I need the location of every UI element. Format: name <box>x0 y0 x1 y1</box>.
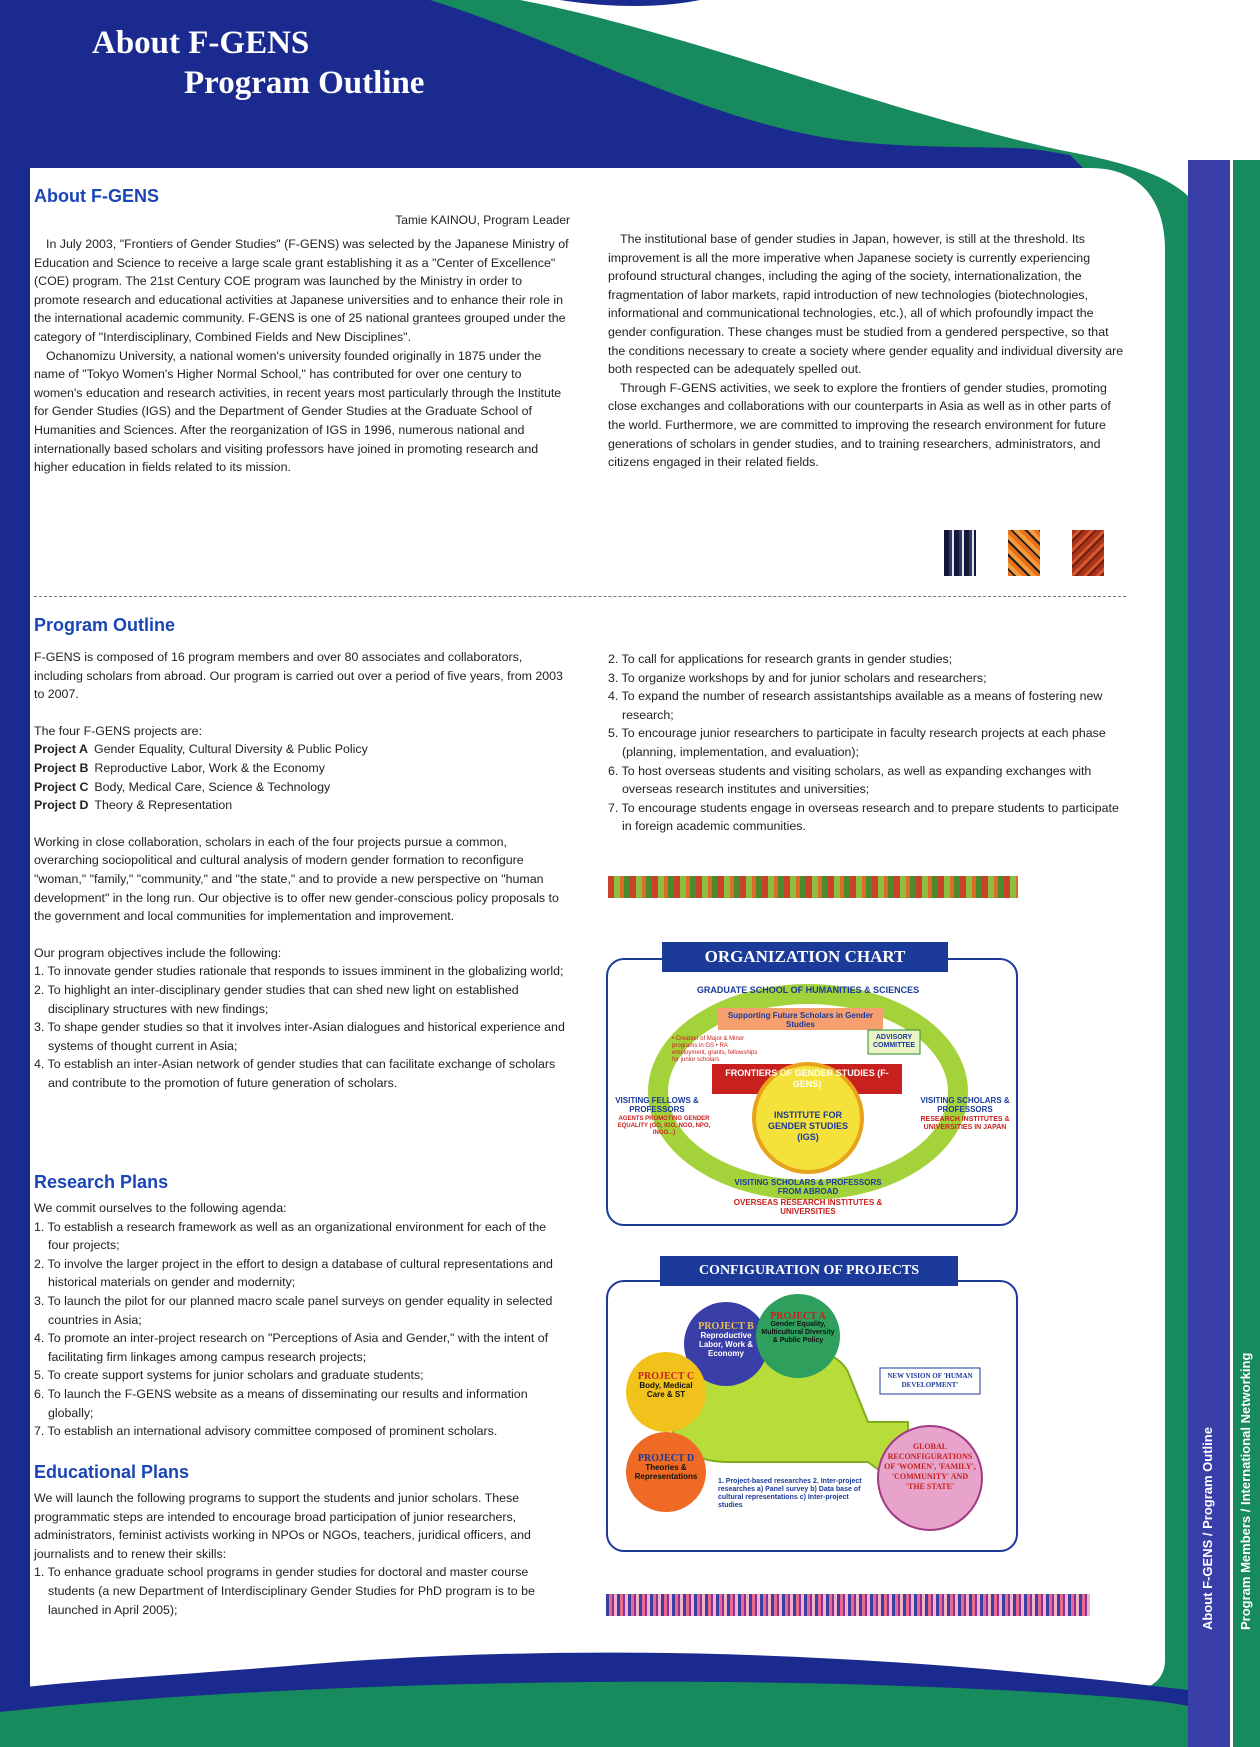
list-item: 7. To encourage students engage in overseas research and to prepare students to participate in foreign academic communities. <box>608 800 1119 834</box>
org-creation-label: • Creation of Major & Minor programs in GS • RA employment, grants, fellowships for junior scholars <box>672 1036 758 1063</box>
educational-intro: We will launch the following programs to support the students and junior scholars. These programmatic steps are intended to encourage broad participation of junior researchers, administrators, feminist activists working in NPOs or NGOs, teachers, juridical officers, and journalists and to renew their skills: <box>34 1491 531 1561</box>
about-paragraph-4: Through F-GENS activities, we seek to explore the frontiers of gender studies, promoting close exchanges and collaborations with our counterparts in Asia as well as in other parts of the world. Furthermore, we are committed to improving the research environment for future generations of scholars in gender studies, and to training researchers, administrators, and citizens engaged in their related fields. <box>608 380 1111 470</box>
config-research-list: 1. Project-based researches 2. Inter-project researches a) Panel survey b) Data base of cultural representations c) Inter-project studies <box>718 1478 862 1509</box>
educational-heading: Educational Plans <box>34 1462 190 1482</box>
list-item: 6. To host overseas students and visiting scholars, as well as expanding exchanges with overseas research institutes and universities; <box>608 763 1092 797</box>
objectives-list <box>34 962 570 1092</box>
about-paragraph-1: In July 2003, "Frontiers of Gender Studies" (F-GENS) was selected by the Japanese Ministry of Education and Science to receive a large scale grant establishing it as a "Center of Excellence" (COE) program. The 21st Century COE program was launched by the Ministry in order to promote research and educational activities at Japanese universities and to enhance their role in the international academic community. F-GENS is one of 25 national grantees grouped under the category of "Interdisciplinary, Combined Fields and New Disciplines". <box>34 237 569 344</box>
header-title-line2: Program Outline <box>184 65 425 101</box>
about-column-right <box>608 230 1128 472</box>
org-research-jp-label: RESEARCH INSTITUTES & UNIVERSITIES IN JAPAN <box>920 1116 1010 1131</box>
projects-intro: The four F-GENS projects are: <box>34 723 203 738</box>
list-item: 5. To encourage junior researchers to participate in faculty research projects at each phase (planning, implementation, and evaluation); <box>608 726 1106 759</box>
config-project-c: PROJECT C Body, Medical Care & ST <box>637 1371 695 1399</box>
config-project-b: PROJECT B Reproductive Labor, Work & Economy <box>698 1321 754 1358</box>
org-graduate-label: GRADUATE SCHOOL OF HUMANITIES & SCIENCES <box>696 985 920 995</box>
config-global: GLOBAL RECONFIGURATIONS OF 'WOMEN', 'FAMILY', 'COMMUNITY' AND 'THE STATE' <box>884 1442 976 1491</box>
research-section <box>34 1172 570 1441</box>
research-intro: We commit ourselves to the following agenda: <box>34 1201 287 1215</box>
org-visiting-right-label: VISITING SCHOLARS & PROFESSORS <box>920 1096 1010 1114</box>
about-paragraph-3: The institutional base of gender studies in Japan, however, is still at the threshold. Its improvement is all the more imperative when Japanese society is currently experiencing profound structural changes, including the aging of the society, internationalization, the fragmentation of labor markets, rapid introduction of new technologies (biotechnologies, informational and communicational technologies, etc.), all of which profoundly impact the gender configuration. These changes must be studied from a gendered perspective, so that the conditions necessary to create a society where gender equality and individual diversity are both respected can be adequately spelled out. <box>608 232 1124 377</box>
about-section <box>34 186 570 477</box>
list-item: 4. To establish an inter-Asian network of gender studies that can facilitate exchange of scholars and contribute to the promotion of future generation of scholars. <box>34 1057 556 1090</box>
list-item: 6. To launch the F-GENS website as a means of disseminating our results and information globally; <box>34 1386 528 1420</box>
collaboration-text: Working in close collaboration, scholars in each of the four projects pursue a common, overarching sociopolitical and cultural analysis of modern gender formation to reconfigure "woman," "family," "community," and "the state," and to provide a new perspective on "human development" in the long run. Our objective is to offer new gender-conscious policy proposals to the government and local communities for implementation and improvement. <box>34 834 559 924</box>
org-overseas-label: OVERSEAS RESEARCH INSTITUTES & UNIVERSITIES <box>733 1198 883 1216</box>
header-top-sliver <box>560 0 700 6</box>
org-fgens-label: FRONTIERS OF GENDER STUDIES (F-GENS) <box>725 1068 889 1089</box>
outline-heading: Program Outline <box>34 615 176 635</box>
config-project-a: PROJECT A Gender Equality, Multicultural Diversity & Public Policy <box>761 1311 835 1344</box>
outline-intro: F-GENS is composed of 16 program members and over 80 associates and collaborators, including scholars from abroad. Our program is carried out over a period of five years, from 2003 to 2007. <box>34 650 563 702</box>
list-item: 1. To enhance graduate school programs in gender studies for doctoral and master course students (a new Department of Interdisciplinary Gender Studies for PhD program is to be launched in April 2005); <box>34 1565 535 1617</box>
sidebar-tab-members[interactable]: Program Members / International Networking <box>1238 1352 1253 1630</box>
educational-list-right <box>608 650 1128 836</box>
about-heading: About F-GENS <box>34 186 159 206</box>
config-new-vision: NEW VISION OF 'HUMAN DEVELOPMENT' <box>887 1372 973 1389</box>
list-item: 3. To shape gender studies so that it involves inter-Asian dialogues and historical experience and systems of thought current in Asia; <box>34 1020 565 1053</box>
list-item: 1. To innovate gender studies rationale that responds to issues imminent in the globalizing world; <box>34 964 564 979</box>
org-chart-title: ORGANIZATION CHART <box>662 942 948 972</box>
fabric-swatch-navy <box>944 530 976 576</box>
org-supporting-label: Supporting Future Scholars in Gender Studies <box>727 1011 874 1029</box>
about-paragraph-2: Ochanomizu University, a national women's university founded originally in 1875 under the name of "Tokyo Women's Higher Normal School," has contributed for over one century to women's education and research activities, in recent years most particularly through the Institute for Gender Studies (IGS) and the Department of Gender Studies at the Graduate School of Humanities and Sciences. After the reorganization of IGS in 1996, numerous national and internationally based scholars and visiting professors have joined in promoting research and higher education in fields related to its mission. <box>34 348 562 475</box>
org-agents-label: AGENTS PROMOTING GENDER EQUALITY (GO, IGO, NGO, NPO, INGO...) <box>617 1116 711 1136</box>
about-byline: Tamie KAINOU, Program Leader <box>395 213 570 227</box>
organization-chart <box>606 958 1018 1226</box>
outline-section <box>34 615 570 1092</box>
fabric-ribbon-bottom <box>606 1594 1090 1616</box>
about-text-left <box>34 235 570 477</box>
project-c-line: Project C Body, Medical Care, Science & Technology <box>34 779 331 794</box>
section-divider <box>34 596 1126 597</box>
project-d-line: Project D Theory & Representation <box>34 798 233 813</box>
org-institute-label: INSTITUTE FOR GENDER STUDIES (IGS) <box>767 1110 848 1142</box>
fabric-ribbon-top <box>608 876 1018 898</box>
list-item: 4. To expand the number of research assistantships available as a means of fostering new research; <box>608 689 1103 722</box>
org-advisory-label: ADVISORY COMMITTEE <box>873 1034 915 1049</box>
org-visiting-abroad-label: VISITING SCHOLARS & PROFESSORS FROM ABROAD <box>734 1178 882 1196</box>
config-project-d: PROJECT D Theories & Representations <box>634 1453 698 1481</box>
configuration-chart <box>606 1280 1018 1552</box>
research-list <box>34 1218 570 1441</box>
list-item: 2. To call for applications for research grants in gender studies; <box>608 652 953 666</box>
fabric-swatch-red <box>1072 530 1104 576</box>
list-item: 5. To create support systems for junior scholars and graduate students; <box>34 1368 424 1383</box>
objectives-intro: Our program objectives include the following: <box>34 945 282 960</box>
project-b-line: Project B Reproductive Labor, Work & the Economy <box>34 760 325 775</box>
research-heading: Research Plans <box>34 1172 169 1192</box>
list-item: 2. To involve the larger project in the effort to design a database of cultural representations and historical materials on gender and modernity; <box>34 1256 553 1290</box>
list-item: 3. To launch the pilot for our planned macro scale panel surveys on gender equality in selected countries in Asia; <box>34 1293 553 1327</box>
sidebar-tab-about[interactable]: About F-GENS / Program Outline <box>1200 1427 1215 1630</box>
educational-list-left <box>34 1563 570 1619</box>
list-item: 4. To promote an inter-project research on "Perceptions of Asia and Gender," with the intent of facilitating firm linkages among campus research projects; <box>34 1331 549 1364</box>
list-item: 1. To establish a research framework as well as an organizational environment for each of the four projects; <box>34 1219 547 1253</box>
fabric-swatch-orange <box>1008 530 1040 576</box>
project-a-line: Project A Gender Equality, Cultural Diversity & Public Policy <box>34 742 368 757</box>
list-item: 7. To establish an international advisory committee composed of prominent scholars. <box>34 1424 498 1439</box>
header-title-line1: About F-GENS <box>92 25 310 61</box>
config-title: CONFIGURATION OF PROJECTS <box>660 1256 958 1286</box>
list-item: 3. To organize workshops by and for junior scholars and researchers; <box>608 670 987 685</box>
list-item: 2. To highlight an inter-disciplinary gender studies that can shed new light on established disciplinary structures with new findings; <box>34 982 519 1016</box>
educational-section <box>34 1462 570 1619</box>
org-visiting-left-label: VISITING FELLOWS & PROFESSORS <box>615 1096 699 1114</box>
